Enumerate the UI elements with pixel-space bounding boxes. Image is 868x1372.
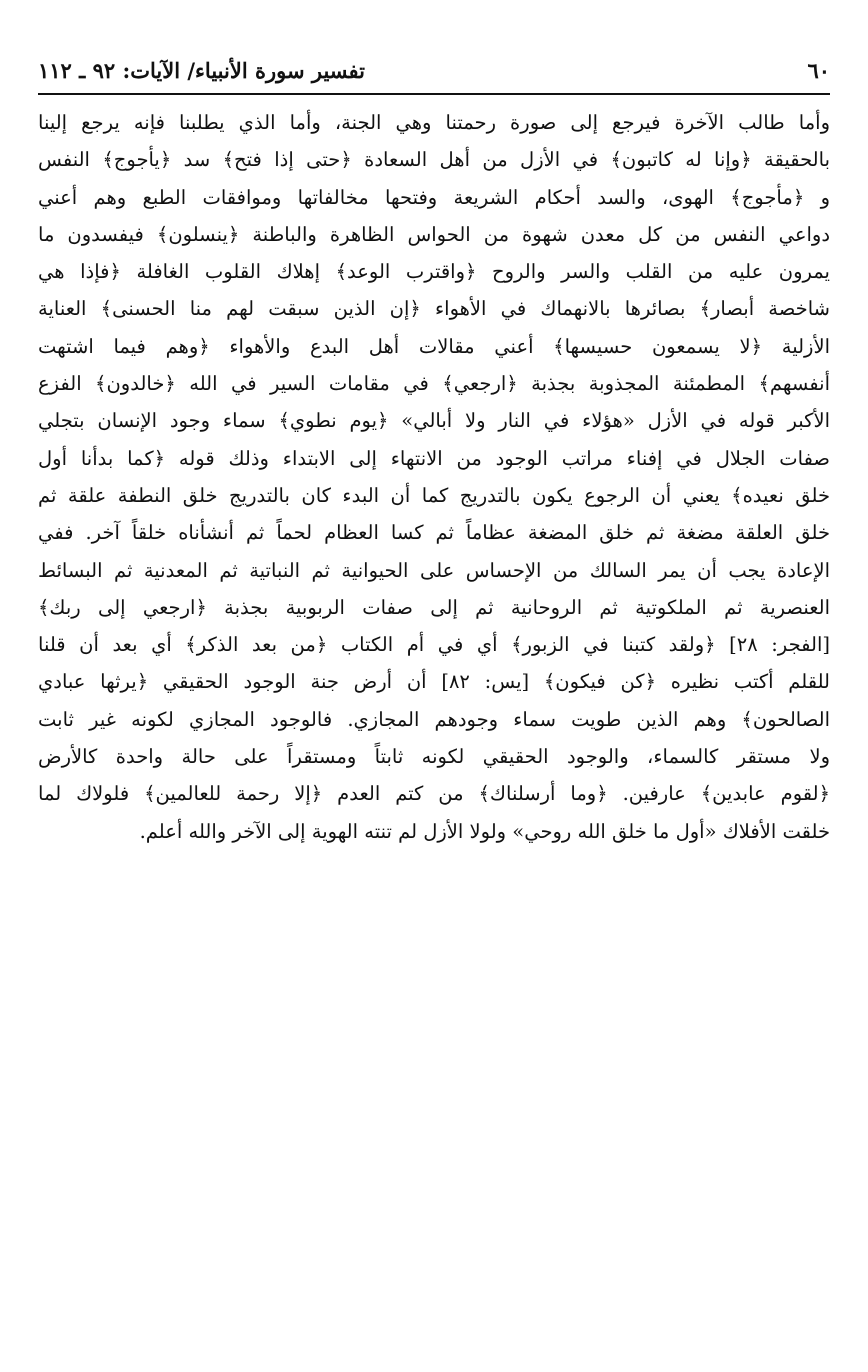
- body-text: [38, 104, 830, 850]
- header-divider: [38, 93, 830, 95]
- text-line: و ﴿مأجوج﴾ الهوى، والسد أحكام الشريعة وفتحها مخالفاتها وموافقات الطبع وهم أعني: [38, 185, 830, 209]
- text-line: خلق العلقة مضغة ثم خلق المضغة عظاماً ثم كسا العظام لحماً ثم أنشأناه خلقاً آخر. ففي: [38, 521, 830, 545]
- text-line: العنصرية ثم الملكوتية ثم الروحانية ثم إلى صفات الربوبية بجذبة ﴿ارجعي إلى ربك﴾: [38, 595, 830, 619]
- text-line: شاخصة أبصار﴾ بصائرها بالانهماك في الأهواء ﴿إن الذين سبقت لهم منا الحسنى﴾ العناية: [38, 297, 830, 321]
- text-line: وأما طالب الآخرة فيرجع إلى صورة رحمتنا وهي الجنة، وأما الذي يطلبنا فإنه يرجع إلينا: [38, 111, 830, 134]
- text-line: الصالحون﴾ وهم الذين طويت سماء وجودهم المجازي. فالوجود المجازي لكونه غير ثابت: [38, 707, 830, 731]
- page-number: ٦٠: [807, 58, 830, 83]
- text-line: ﴿لقوم عابدين﴾ عارفين. ﴿وما أرسلناك﴾ من كتم العدم ﴿إلا رحمة للعالمين﴾ فلولاك لما: [38, 782, 830, 806]
- text-line: صفات الجلال في إفناء مراتب الوجود من الانتهاء إلى الابتداء وذلك قوله ﴿كما بدأنا أول: [38, 446, 830, 470]
- text-line: للقلم أكتب نظيره ﴿كن فيكون﴾ [يس: ٨٢] أن أرض جنة الوجود الحقيقي ﴿يرثها عبادي: [38, 670, 830, 694]
- text-line: بالحقيقة ﴿وإنا له كاتبون﴾ في الأزل من أهل السعادة ﴿حتى إذا فتح﴾ سد ﴿يأجوج﴾ النفس: [38, 148, 830, 172]
- text-line: يمرون عليه من القلب والسر والروح ﴿واقترب الوعد﴾ إهلاك القلوب الغافلة ﴿فإذا هي: [38, 260, 830, 284]
- text-line: [الفجر: ٢٨] ﴿ولقد كتبنا في الزبور﴾ أي في أم الكتاب ﴿من بعد الذكر﴾ أي بعد أن قلنا: [38, 633, 830, 657]
- text-line: الأكبر قوله في الأزل «هؤلاء في النار ولا أبالي» ﴿يوم نطوي﴾ سماء وجود الإنسان بتجلي: [38, 409, 830, 433]
- text-line: دواعي النفس من كل معدن شهوة من الحواس الظاهرة والباطنة ﴿ينسلون﴾ فيفسدون ما: [38, 222, 830, 246]
- text-line: ولا مستقر كالسماء، والوجود الحقيقي لكونه ثابتاً ومستقراً على حالة واحدة كالأرض: [38, 745, 830, 769]
- text-line: الإعادة يجب أن يمر السالك من الإحساس على الحيوانية ثم النباتية ثم المعدنية ثم البسائط: [38, 558, 830, 582]
- text-line: خلقت الأفلاك «أول ما خلق الله روحي» ولولا الأزل لم تنته الهوية إلى الآخر والله أعلم.: [139, 819, 830, 843]
- text-line: خلق نعيده﴾ يعني أن الرجوع يكون بالتدريج كما أن البدء كان بالتدريج خلق النطفة علقة ثم: [38, 483, 830, 507]
- text-line: الأزلية ﴿لا يسمعون حسيسها﴾ أعني مقالات أهل البدع والأهواء ﴿وهم فيما اشتهت: [38, 334, 830, 358]
- running-title: تفسير سورة الأنبياء/ الآيات: ٩٢ ـ ١١٢: [38, 58, 365, 83]
- text-line: أنفسهم﴾ المطمئنة المجذوبة بجذبة ﴿ارجعي﴾ في مقامات السير في الله ﴿خالدون﴾ الفزع: [38, 372, 830, 396]
- page-header: [38, 54, 830, 94]
